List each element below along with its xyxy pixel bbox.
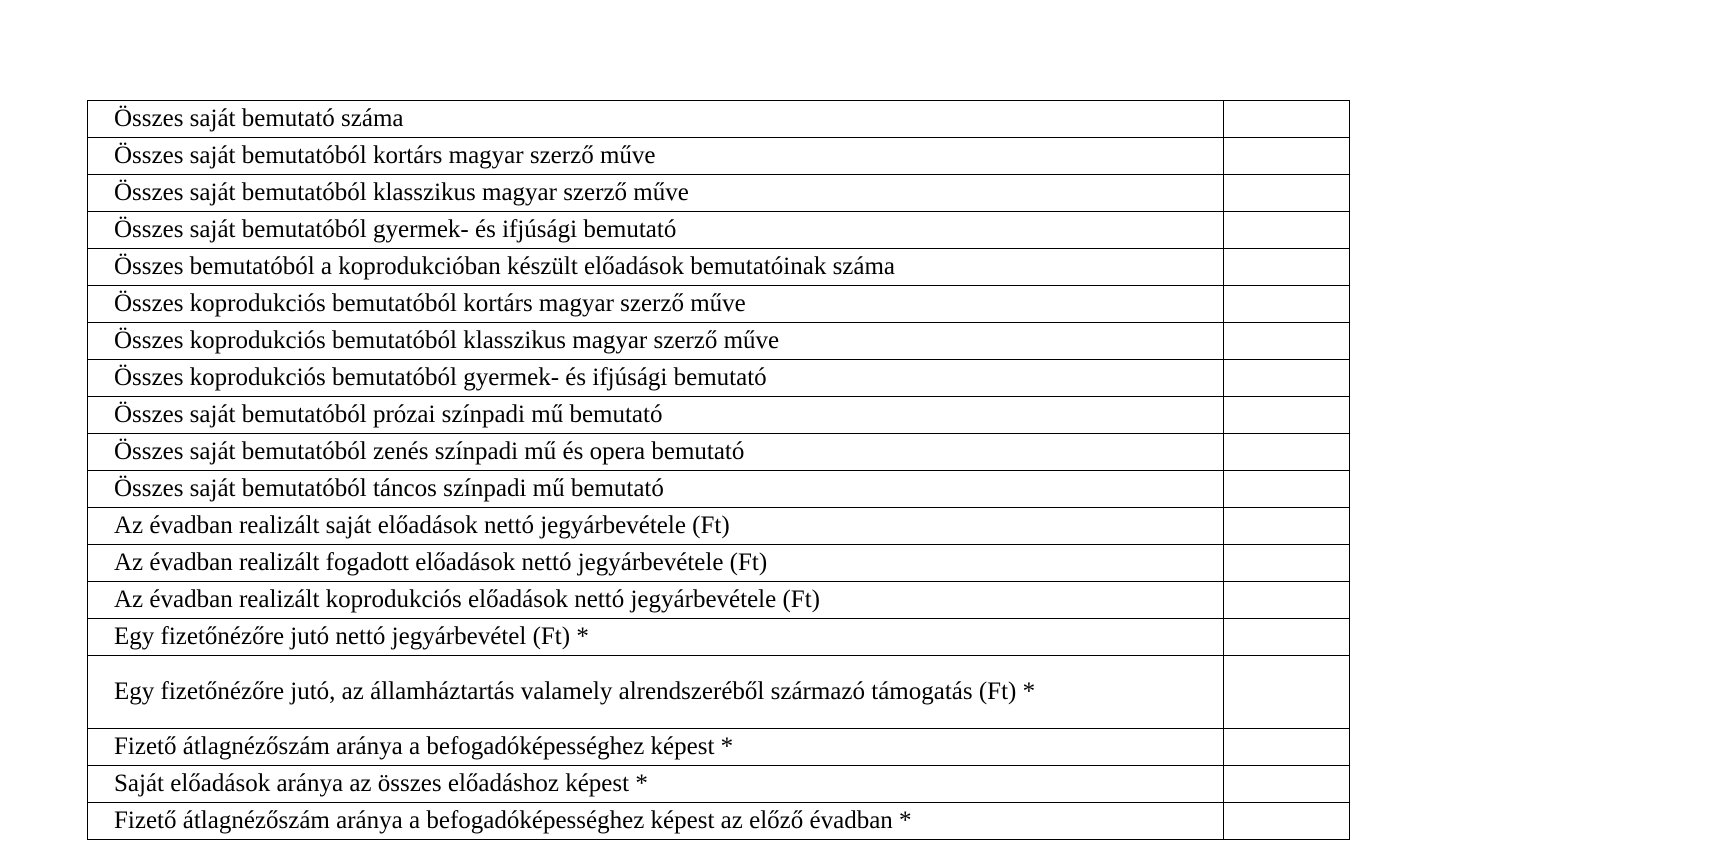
table-row [88, 729, 1350, 766]
table-row [88, 249, 1350, 286]
table-row [88, 766, 1350, 803]
table-row [88, 803, 1350, 840]
row-label: Összes saját bemutatóból prózai színpadi mű bemutató [88, 397, 1224, 434]
table-row [88, 175, 1350, 212]
row-label: Az évadban realizált koprodukciós előadások nettó jegyárbevétele (Ft) [88, 582, 1224, 619]
row-value-field[interactable] [1224, 471, 1350, 508]
row-value-field[interactable] [1224, 545, 1350, 582]
table-row [88, 286, 1350, 323]
table-row [88, 582, 1350, 619]
row-label: Összes saját bemutatóból zenés színpadi mű és opera bemutató [88, 434, 1224, 471]
row-value-field[interactable] [1224, 656, 1350, 729]
row-label: Összes saját bemutatóból klasszikus magyar szerző műve [88, 175, 1224, 212]
table-row [88, 138, 1350, 175]
row-label: Összes saját bemutató száma [88, 101, 1224, 138]
row-label: Egy fizetőnézőre jutó nettó jegyárbevétel (Ft) * [88, 619, 1224, 656]
table-row [88, 508, 1350, 545]
row-value-field[interactable] [1224, 323, 1350, 360]
row-label: Összes koprodukciós bemutatóból klasszikus magyar szerző műve [88, 323, 1224, 360]
table-row [88, 397, 1350, 434]
row-value-field[interactable] [1224, 138, 1350, 175]
row-label: Fizető átlagnézőszám aránya a befogadóképességhez képest * [88, 729, 1224, 766]
table-row [88, 101, 1350, 138]
table-row [88, 212, 1350, 249]
row-label: Összes saját bemutatóból gyermek- és ifjúsági bemutató [88, 212, 1224, 249]
row-value-field[interactable] [1224, 619, 1350, 656]
table-row [88, 360, 1350, 397]
row-label: Összes koprodukciós bemutatóból gyermek- és ifjúsági bemutató [88, 360, 1224, 397]
row-value-field[interactable] [1224, 101, 1350, 138]
row-label: Összes saját bemutatóból kortárs magyar szerző műve [88, 138, 1224, 175]
row-label: Az évadban realizált fogadott előadások nettó jegyárbevétele (Ft) [88, 545, 1224, 582]
table-row [88, 434, 1350, 471]
table-row [88, 323, 1350, 360]
row-value-field[interactable] [1224, 582, 1350, 619]
row-value-field[interactable] [1224, 360, 1350, 397]
table-row [88, 656, 1350, 729]
statistics-table [87, 100, 1350, 840]
table-row [88, 545, 1350, 582]
row-label: Fizető átlagnézőszám aránya a befogadóképességhez képest az előző évadban * [88, 803, 1224, 840]
row-label: Összes bemutatóból a koprodukcióban készült előadások bemutatóinak száma [88, 249, 1224, 286]
row-label: Az évadban realizált saját előadások nettó jegyárbevétele (Ft) [88, 508, 1224, 545]
row-value-field[interactable] [1224, 397, 1350, 434]
row-value-field[interactable] [1224, 803, 1350, 840]
row-label: Összes saját bemutatóból táncos színpadi mű bemutató [88, 471, 1224, 508]
row-label: Egy fizetőnézőre jutó, az államháztartás valamely alrendszeréből származó támogatás (Ft) * [88, 656, 1224, 729]
row-value-field[interactable] [1224, 508, 1350, 545]
row-value-field[interactable] [1224, 286, 1350, 323]
row-value-field[interactable] [1224, 212, 1350, 249]
row-value-field[interactable] [1224, 175, 1350, 212]
row-value-field[interactable] [1224, 729, 1350, 766]
row-value-field[interactable] [1224, 766, 1350, 803]
row-value-field[interactable] [1224, 249, 1350, 286]
table-row [88, 619, 1350, 656]
row-label: Összes koprodukciós bemutatóból kortárs magyar szerző műve [88, 286, 1224, 323]
table-row [88, 471, 1350, 508]
row-value-field[interactable] [1224, 434, 1350, 471]
row-label: Saját előadások aránya az összes előadáshoz képest * [88, 766, 1224, 803]
